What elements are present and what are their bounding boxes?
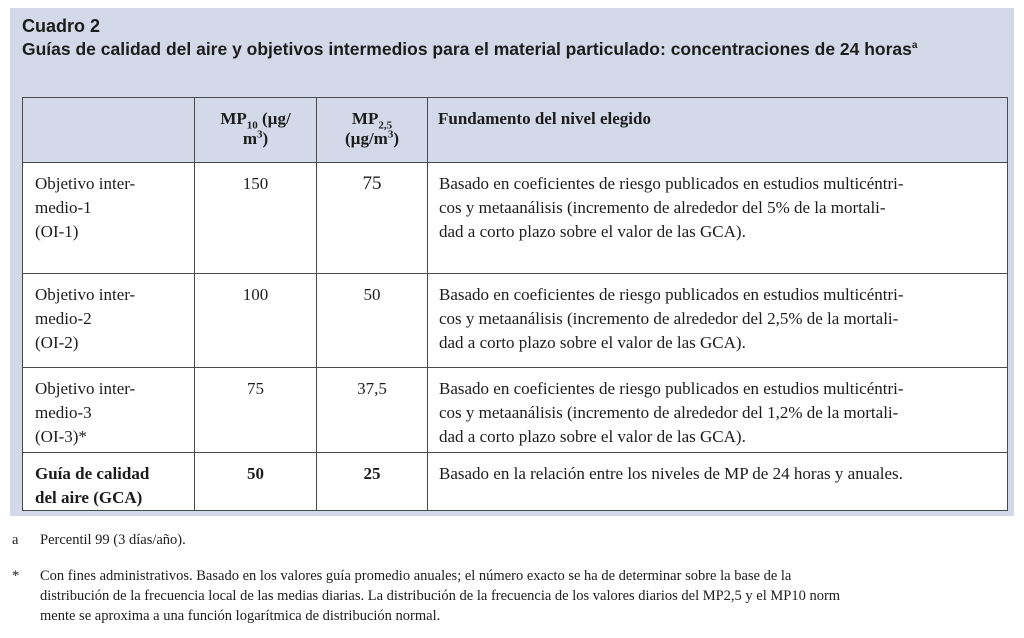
table-row-oi-2	[23, 274, 1008, 368]
table-header-row	[23, 98, 1008, 163]
header-mp10-prefix: MP	[220, 109, 247, 128]
row-name-line: (OI-3)*	[35, 427, 87, 446]
basis-line: Basado en coeficientes de riesgo publicados en estudios multicéntri-	[439, 285, 904, 304]
footnote-mark: a	[12, 532, 19, 548]
basis-line: cos y metaanálisis (incremento de alrededor del 1,2% de la mortali-	[439, 403, 899, 422]
row-name-line: medio-1	[35, 198, 92, 217]
basis-gca	[428, 453, 1008, 511]
header-mp25	[317, 98, 428, 163]
row-name-oi-2	[23, 274, 195, 368]
row-name-line: Objetivo inter-	[35, 174, 136, 193]
header-mp10-unit-open: (µg/	[257, 109, 291, 128]
row-name-oi-1	[23, 163, 195, 274]
header-mp10-unit-base: m	[242, 129, 257, 148]
basis-line: cos y metaanálisis (incremento de alrededor del 5% de la mortali-	[439, 198, 886, 217]
header-mp10-unit-sup: 3	[257, 128, 263, 141]
footnote-line: distribución de la frecuencia local de las medias diarias. La distribución de la frecuencia de los valores diarios del MP2,5 y el MP10 norm	[40, 588, 841, 604]
basis-line: Basado en la relación entre los niveles de MP de 24 horas y anuales.	[439, 464, 903, 483]
mp10-value-gca: 50	[195, 453, 317, 511]
header-empty-cell	[23, 98, 195, 163]
header-mp10	[195, 98, 317, 163]
row-name-oi-3	[23, 368, 195, 453]
header-mp25-prefix: MP	[351, 109, 379, 128]
footnotes	[10, 530, 1014, 626]
mp10-value-oi-3: 75	[195, 368, 317, 453]
table-number: Cuadro 2	[22, 16, 101, 36]
mp25-value-gca: 25	[317, 453, 428, 511]
header-mp25-unit-close: )	[393, 129, 399, 148]
basis-oi-2	[428, 274, 1008, 368]
mp25-value-oi-1: 75	[317, 163, 428, 274]
header-mp25-unit-open: (µg/m	[344, 129, 388, 148]
table-box	[10, 8, 1014, 516]
row-name-gca	[23, 453, 195, 511]
footnote-mark: *	[12, 568, 20, 584]
basis-line: Basado en coeficientes de riesgo publicados en estudios multicéntri-	[439, 174, 904, 193]
mp10-value-oi-2: 100	[195, 274, 317, 368]
header-basis: Fundamento del nivel elegido	[428, 98, 1008, 163]
basis-line: Basado en coeficientes de riesgo publicados en estudios multicéntri-	[439, 379, 904, 398]
row-name-line: Guía de calidad	[35, 464, 150, 483]
row-name-line: medio-2	[35, 309, 92, 328]
table-caption-text: Guías de calidad del aire y objetivos intermedios para el material particulado: concentraciones de 24 horas	[22, 39, 912, 59]
caption-footnote-mark: a	[911, 40, 918, 52]
row-name-line: Objetivo inter-	[35, 379, 136, 398]
table-caption	[22, 38, 1007, 61]
basis-oi-1	[428, 163, 1008, 274]
footnote-line: Percentil 99 (3 días/año).	[40, 532, 186, 548]
footnote-a	[10, 530, 1014, 550]
row-name-line: (OI-2)	[35, 333, 79, 352]
footnote-asterisk	[10, 566, 1014, 626]
basis-line: dad a corto plazo sobre el valor de las GCA).	[439, 222, 746, 241]
header-mp10-unit-close: )	[262, 129, 269, 148]
mp25-value-oi-2: 50	[317, 274, 428, 368]
pm-guidelines-table	[22, 97, 1008, 511]
header-mp25-sub: 2,5	[378, 119, 393, 132]
row-name-line: medio-3	[35, 403, 92, 422]
header-mp10-sub: 10	[246, 119, 258, 132]
basis-line: dad a corto plazo sobre el valor de las GCA).	[439, 333, 746, 352]
basis-oi-3	[428, 368, 1008, 453]
table-row-oi-3	[23, 368, 1008, 453]
table-row-gca	[23, 453, 1008, 511]
mp10-value-oi-1: 150	[195, 163, 317, 274]
row-name-line: Objetivo inter-	[35, 285, 136, 304]
footnote-line: Con fines administrativos. Basado en los valores guía promedio anuales; el número exacto se ha de determinar sobre la base de la	[40, 568, 792, 584]
basis-line: dad a corto plazo sobre el valor de las GCA).	[439, 427, 746, 446]
basis-line: cos y metaanálisis (incremento de alrededor del 2,5% de la mortali-	[439, 309, 899, 328]
mp25-value-oi-3: 37,5	[317, 368, 428, 453]
table-heading	[22, 15, 1007, 61]
row-name-line: (OI-1)	[35, 222, 79, 241]
table-row-oi-1	[23, 163, 1008, 274]
row-name-line: del aire (GCA)	[35, 488, 143, 507]
header-mp25-unit-sup: 3	[387, 128, 394, 141]
footnote-line: mente se aproxima a una función logarítmica de distribución normal.	[40, 608, 441, 624]
